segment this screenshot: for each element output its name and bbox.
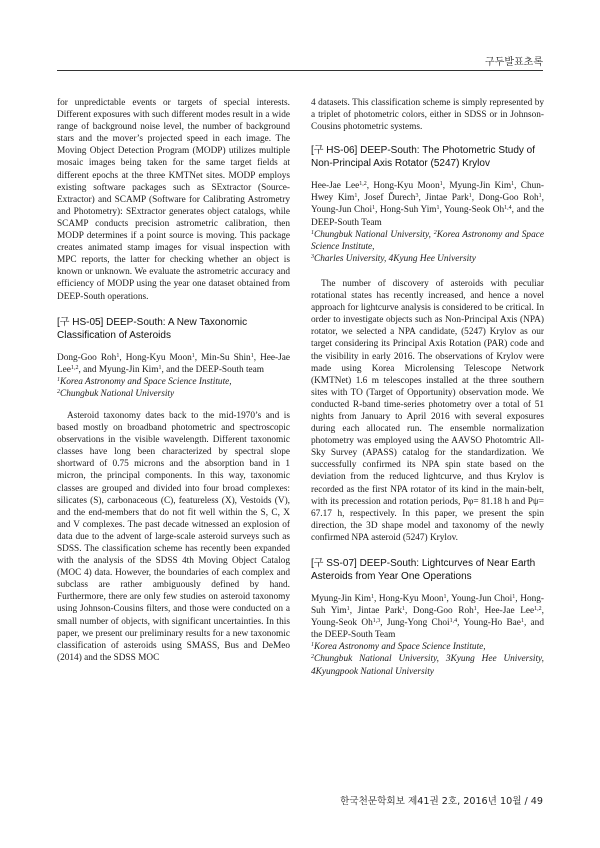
right-column <box>311 97 544 678</box>
abstract-body-hs06: The number of discovery of asteroids with peculiar rotational states has recently increased, and hence a novel approach for lightcurve analysis is considered to be critical. In order to investigate objects such as Non-Principal Axis (NPA) rotator, we selected a NPA candidate, (5247) Krylov as our target considering its Principal Axis Rotation (PAR) code and the visibility in early 2016. The observations of Krylov were made using Korea Microlensing Telescope Network (KMTNet) 1.6 m telescopes installed at the three southern sites with TO (Target of Opportunity) observation mode. We conducted R-band time-series photometry over a total of 51 nights from January to April 2016 with several exposures during each allocated run. The ensemble normalization photometry was employed using the AAVSO Photomtric All-Sky Survey (APASS) catalog for the standardization. We successfully confirmed its NPA spin state based on the deviation from the reduced lightcurve, and thus Krylov is recorded as the first NPA rotator of its kind in the main-belt, with its precession and rotation periods, Pφ= 81.18 h and Pψ= 67.17 h, respectively. In this paper, we present the spin direction, the 3D shape model and taxonomy of the newly confirmed NPA asteroid (5247) Krylov. <box>311 278 544 543</box>
author-list-ss07: Myung-Jin Kim$^1$, Hong-Kyu Moon$^1$, Young-Jun Choi$^1$, Hong-Suh Yim$^1$, Jintae Park$^1$, Dong-Goo Roh$^1$, Hee-Jae Lee$^{1,2}$, Young-Seok Oh$^{1,3}$, Jung-Yong Choi$^{1,4}$, Young-Ho Bae$^1$, and the DEEP-South Team <box>311 594 544 641</box>
left-column <box>57 97 290 664</box>
affiliations-hs05: $^1$Korea Astronomy and Space Science Institute, $^2$Chungbuk National University <box>57 376 232 399</box>
affiliations-hs06: $^1$Chungbuk National University, $^2$Korea Astronomy and Space Science Institute, $^3$Charles University, 4Kyung Hee University <box>311 229 544 264</box>
author-list-hs06: Hee-Jae Lee$^{1,2}$, Hong-Kyu Moon$^1$, Myung-Jin Kim$^1$, Chun-Hwey Kim$^1$, Josef Ďurech$^3$, Jintae Park$^1$, Dong-Goo Roh$^1$, Young-Jun Choi$^1$, Hong-Suh Yim$^1$, Young-Seok Oh$^{1,4}$, and the DEEP-South Team <box>311 181 544 228</box>
page-footer: 한국천문학회보 제41권 2호, 2016년 10월 / 49 <box>340 796 543 807</box>
abstract-body-hs05: Asteroid taxonomy dates back to the mid-1970’s and is based mostly on broadband photometric and spectroscopic observations in the visible wavelength. Different taxonomic classes have long been characterized by spectral slope shortward of 0.75 microns and the absorption band in 1 micron, the principal components. In this way, taxonomic classes are grouped and divided into four broad complexes: silicates (S), carbonaceous (C), featureless (X), Vestoids (V), and the end-members that do not fit well within the S, C, X and V complexes. The past decade witnessed an explosion of data due to the advent of large-scale asteroid surveys such as SDSS. The classification scheme has recently been expanded with the analysis of the SDSS 4th Moving Object Catalog (MOC 4) data. However, the boundaries of each complex and subclass are rather ambiguously defined by hand. Furthermore, there are only few studies on asteroid taxonomy using Johnson-Cousins filters, and those were conducted on a small number of objects, with significant uncertainties. In this paper, we present our preliminary results for a new taxonomic classification of asteroids using SMASS, Bus and DeMeo (2014) and the SDSS MOC <box>57 410 290 663</box>
affiliations-ss07: $^1$Korea Astronomy and Space Science Institute, $^2$Chungbuk National University, 3Kyung Hee University, 4Kyungpook National University <box>311 642 544 677</box>
continued-paragraph: for unpredictable events or targets of special interests. Different exposures with such different modes result in a wide range of background noise level, the number of background stars and the mover’s projected speed in each image. The Moving Object Detection Program (MODP) utilizes multiple mosaic images being taken for the same target fields at different epochs at the three KMTNet sites. MODP employs existing software packages such as SExtractor (Source-Extractor) and SCAMP (Software for Calibrating Astrometry and Photometry): SExtractor generates object catalogs, while SCAMP conducts precision astrometric calibration, then MODP determines if a point source is moving. This package creates animated stamp images for visual inspection with MPC reports, the latter for checking whether an object is known or unknown. We evaluate the astrometric accuracy and efficiency of MODP using the year one dataset obtained from DEEP-South operations. <box>57 98 290 302</box>
abstract-title-hs06: [구 HS-06] DEEP-South: The Photometric Study of Non-Principal Axis Rotator (5247) Krylov <box>311 145 536 170</box>
continued-paragraph-right: 4 datasets. This classification scheme is simply represented by a triplet of photometric colors, either in SDSS or in Johnson-Cousins photometric systems. <box>311 98 544 133</box>
author-list-hs05: Dong-Goo Roh$^1$, Hong-Kyu Moon$^1$, Min-Su Shin$^1$, Hee-Jae Lee$^{1,2}$, and Myung-Jin Kim$^1$, and the DEEP-South team <box>57 352 291 375</box>
abstract-title-ss07: [구 SS-07] DEEP-South: Lightcurves of Near Earth Asteroids from Year One Operations <box>311 558 536 582</box>
header-rule <box>57 70 543 71</box>
section-tag: 구두발표초록 <box>485 57 543 68</box>
abstract-title-hs05: [구 HS-05] DEEP-South: A New Taxonomic Classification of Asteroids <box>57 316 248 341</box>
